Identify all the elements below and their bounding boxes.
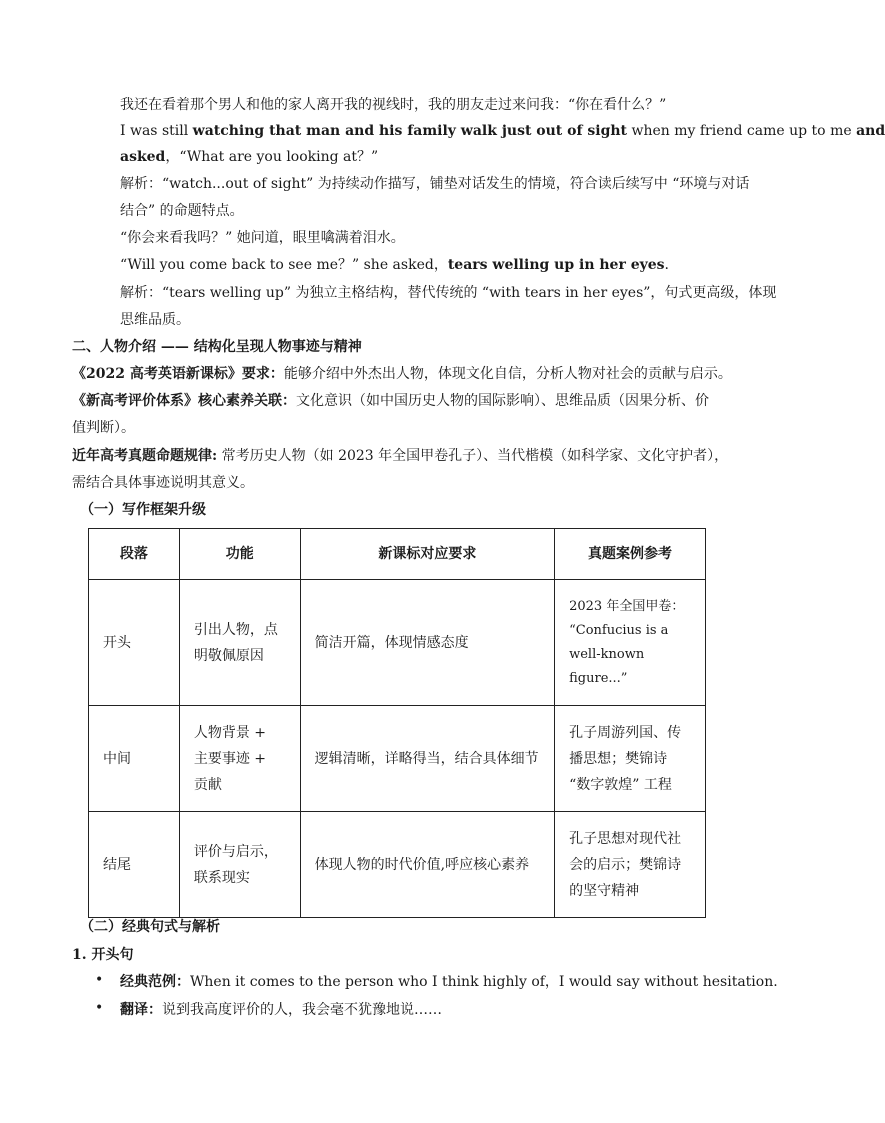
text-run: ，“What are you looking at？”	[165, 149, 379, 165]
case-line: 2023 年全国甲卷：	[569, 598, 685, 614]
text-run: 说到我高度评价的人，我会毫不犹豫地说……	[162, 1002, 442, 1018]
cell-requirement: 简洁开篇，体现情感态度	[300, 580, 554, 706]
case-line: “数字敦煌” 工程	[569, 776, 672, 793]
cell-case	[555, 812, 706, 918]
bullet-icon: •	[95, 972, 104, 988]
label-bold: 《2022 高考英语新课标》要求：	[72, 366, 284, 382]
requirement-line-2-cont: 值判断）。	[72, 420, 135, 436]
header-cell: 功能	[179, 529, 300, 580]
func-line: 贡献	[193, 776, 222, 793]
func-line: 人物背景 +	[193, 724, 267, 741]
cell-paragraph: 开头	[89, 580, 180, 706]
label-bold: 《新高考评价体系》核心素养关联：	[72, 393, 296, 409]
requirement-line-3-cont: 需结合具体事迹说明其意义。	[72, 475, 254, 491]
intro-line-8: 解析：“tears welling up” 为独立主格结构，替代传统的 “with tears in her eyes”，句式更高级，体现	[120, 285, 777, 301]
text-run: 文化意识（如中国历史人物的国际影响）、思维品质（因果分析、价	[296, 393, 709, 409]
intro-line-7	[120, 255, 669, 275]
label-bold: 翻译：	[120, 1002, 162, 1018]
cell-function	[179, 812, 300, 918]
table-row	[89, 580, 706, 706]
cell-case	[555, 580, 706, 706]
text-run: 能够介绍中外杰出人物，体现文化自信，分析人物对社会的贡献与启示。	[283, 366, 732, 382]
case-line: “Confucius is a	[569, 622, 669, 638]
intro-line-6: “你会来看我吗？” 她问道，眼里噙满着泪水。	[120, 230, 405, 246]
func-line: 联系现实	[193, 869, 250, 886]
header-cell: 真题案例参考	[555, 529, 706, 580]
text-run: When it comes to the person who I think highly of，I would say without hesitation.	[190, 974, 778, 990]
text-run: I was still	[120, 123, 193, 139]
case-line: figure...”	[569, 670, 628, 686]
header-cell: 段落	[89, 529, 180, 580]
bold-phrase: and	[856, 123, 885, 139]
cell-function	[179, 706, 300, 812]
bold-phrase: tears welling up in her eyes	[447, 257, 665, 273]
intro-line-4: 解析：“watch...out of sight” 为持续动作描写，铺垫对话发生的情境，符合读后续写中 “环境与对话	[120, 176, 750, 192]
requirement-line-1	[72, 364, 732, 384]
intro-line-2	[120, 121, 885, 141]
func-line: 评价与启示，	[193, 843, 278, 860]
text-run: 常考历史人物（如 2023 年全国甲卷孔子）、当代楷模（如科学家、文化守护者），	[217, 448, 729, 464]
cell-function: 引出人物，点明敬佩原因	[179, 580, 300, 706]
subsection-heading: （一）写作框架升级	[80, 502, 206, 518]
example-sentence	[120, 972, 778, 992]
text-run: .	[664, 257, 669, 273]
bold-phrase: watching that man and his family walk just out of sight	[192, 123, 628, 139]
translation-sentence	[120, 1000, 442, 1020]
table-header-row	[89, 529, 706, 580]
cell-requirement: 体现人物的时代价值,呼应核心素养	[300, 812, 554, 918]
intro-line-3	[120, 147, 378, 167]
cell-paragraph: 结尾	[89, 812, 180, 918]
section-heading: 二、人物介绍 —— 结构化呈现人物事迹与精神	[72, 339, 362, 355]
case-line: 播思想；樊锦诗	[569, 750, 668, 767]
label-bold: 经典范例：	[120, 974, 190, 990]
requirement-line-2	[72, 391, 709, 411]
table-row	[89, 706, 706, 812]
text-run: when my friend came up to me	[627, 123, 857, 139]
text-run: “Will you come back to see me？” she asked，	[120, 257, 448, 273]
cell-case	[555, 706, 706, 812]
case-line: 的坚守精神	[569, 882, 640, 899]
case-line: 会的启示；樊锦诗	[569, 856, 682, 873]
subsection-heading-2: （二）经典句式与解析	[80, 919, 220, 935]
writing-framework-table	[88, 528, 706, 918]
bold-phrase: asked	[120, 149, 166, 165]
func-line: 主要事迹 +	[193, 750, 267, 767]
intro-line-5: 结合” 的命题特点。	[120, 203, 244, 219]
label-bold: 近年高考真题命题规律:	[72, 448, 218, 464]
intro-line-9: 思维品质。	[120, 312, 190, 328]
case-line: 孔子周游列国、传	[569, 724, 682, 741]
cell-paragraph: 中间	[89, 706, 180, 812]
list-item-heading: 1. 开头句	[72, 947, 134, 963]
header-cell: 新课标对应要求	[300, 529, 554, 580]
bullet-icon: •	[95, 1000, 104, 1016]
case-line: 孔子思想对现代社	[569, 830, 682, 847]
requirement-line-3	[72, 446, 728, 466]
intro-line-1: 我还在看着那个男人和他的家人离开我的视线时，我的朋友走过来问我：“你在看什么？”	[120, 97, 667, 113]
case-line: well-known	[569, 646, 645, 662]
cell-requirement: 逻辑清晰，详略得当，结合具体细节	[300, 706, 554, 812]
table-row	[89, 812, 706, 918]
